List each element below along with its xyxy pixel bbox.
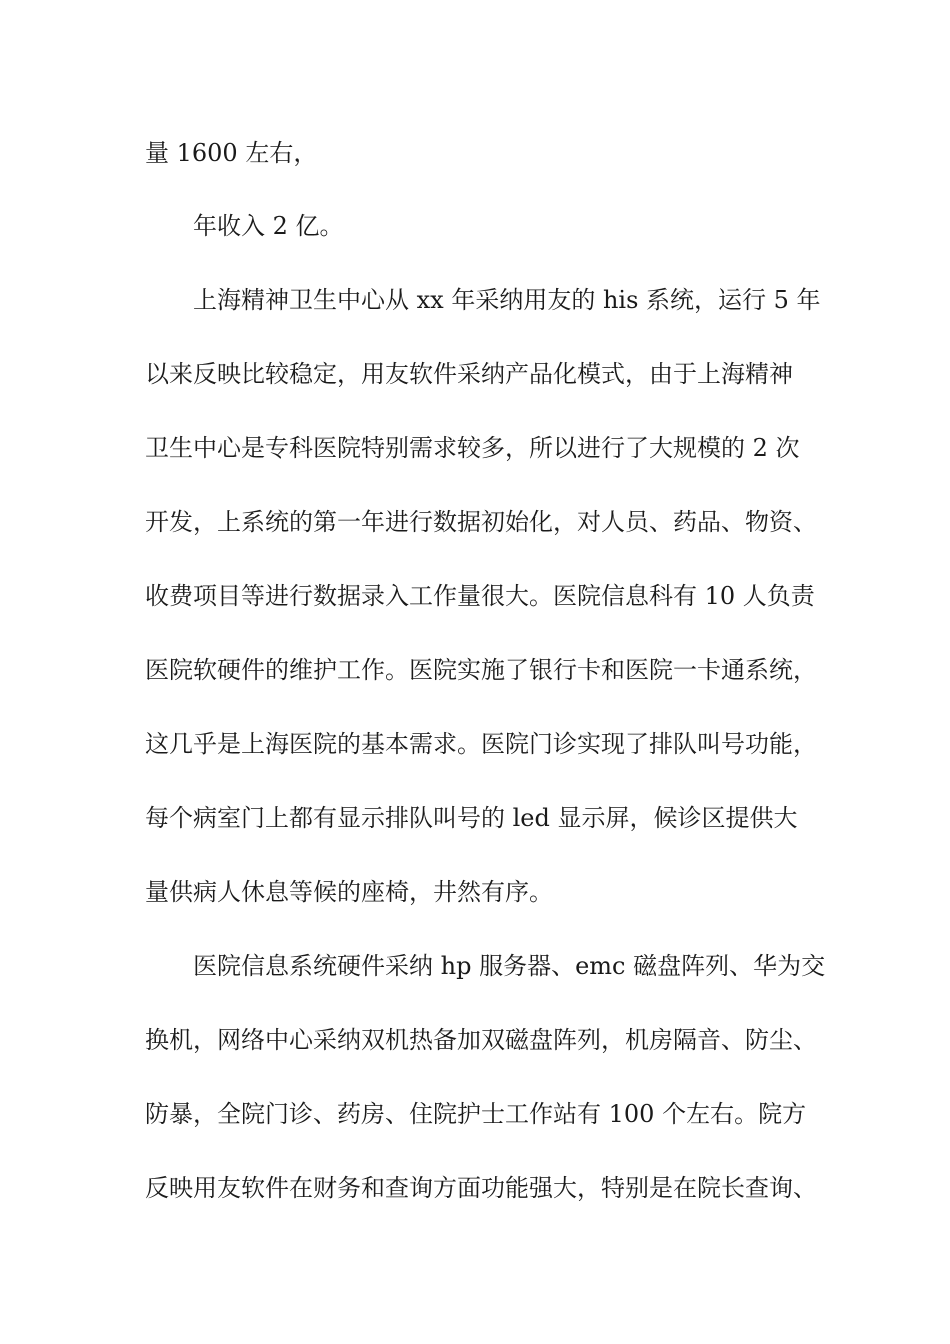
text-line: 量供病人休息等候的座椅，井然有序。 <box>145 878 553 906</box>
text-line: 防暴，全院门诊、药房、住院护士工作站有 100 个左右。院方 <box>145 1100 807 1128</box>
paragraph-start-line: 上海精神卫生中心从 xx 年采纳用友的 his 系统，运行 5 年 <box>193 286 821 314</box>
paragraph-start-line: 医院信息系统硬件采纳 hp 服务器、emc 磁盘阵列、华为交 <box>193 952 826 980</box>
text-line-1: 量 1600 左右， <box>145 139 318 167</box>
text-line: 收费项目等进行数据录入工作量很大。医院信息科有 10 人负责 <box>145 582 815 610</box>
text-line: 卫生中心是专科医院特别需求较多，所以进行了大规模的 2 次 <box>145 434 800 462</box>
text-line: 每个病室门上都有显示排队叫号的 led 显示屏，候诊区提供大 <box>145 804 798 832</box>
text-line: 医院软硬件的维护工作。医院实施了银行卡和医院一卡通系统， <box>145 656 817 684</box>
text-line: 这几乎是上海医院的基本需求。医院门诊实现了排队叫号功能， <box>145 730 817 758</box>
text-line: 开发，上系统的第一年进行数据初始化，对人员、药品、物资、 <box>145 508 817 536</box>
text-line: 换机，网络中心采纳双机热备加双磁盘阵列，机房隔音、防尘、 <box>145 1026 817 1054</box>
text-line: 反映用友软件在财务和查询方面功能强大，特别是在院长查询、 <box>145 1174 817 1202</box>
paragraph-start-line: 年收入 2 亿。 <box>193 212 344 240</box>
text-line: 以来反映比较稳定，用友软件采纳产品化模式，由于上海精神 <box>145 360 793 388</box>
